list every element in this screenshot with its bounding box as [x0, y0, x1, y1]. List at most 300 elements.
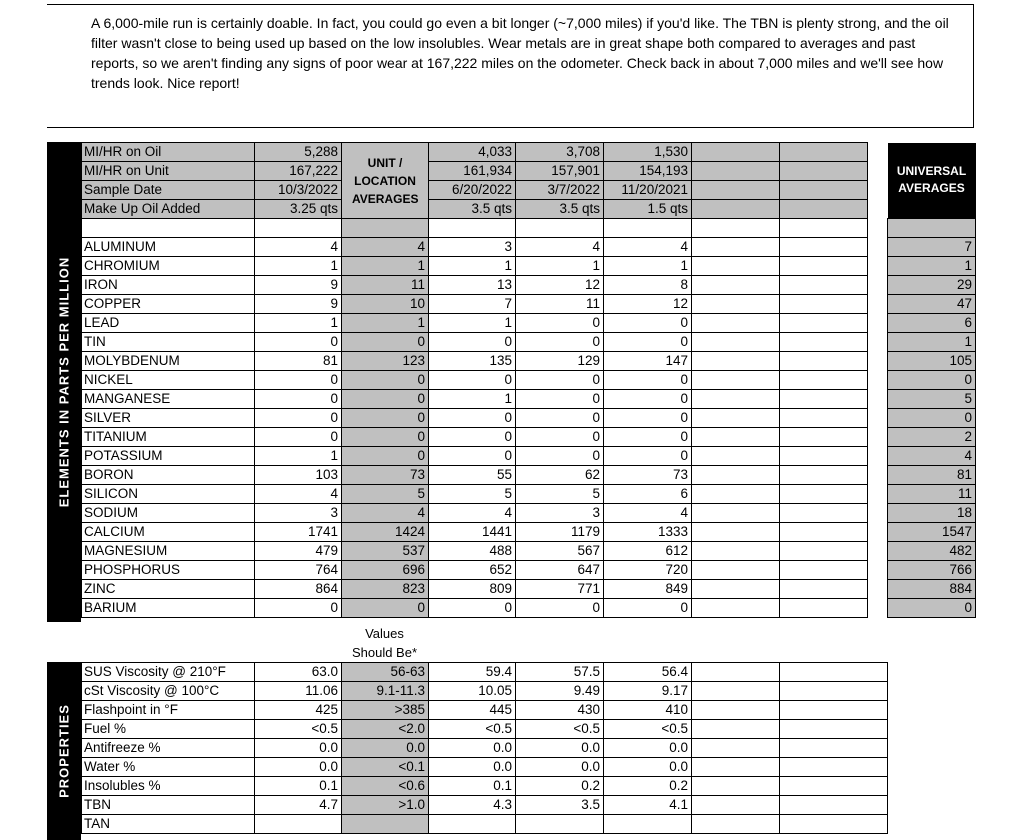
- element-history: [780, 276, 868, 295]
- element-current: 0: [255, 409, 342, 428]
- element-unit-average: 10: [342, 295, 429, 314]
- element-name: MAGNESIUM: [82, 542, 255, 561]
- element-universal-average: 1547: [888, 523, 976, 542]
- property-history: [692, 663, 780, 682]
- header-row: [82, 181, 976, 200]
- element-name: SILICON: [82, 485, 255, 504]
- element-universal-average: 482: [888, 542, 976, 561]
- header-history-value: [692, 200, 780, 219]
- element-unit-average: 0: [342, 447, 429, 466]
- element-name: PHOSPHORUS: [82, 561, 255, 580]
- element-history: 652: [429, 561, 516, 580]
- property-should-be: <0.1: [342, 758, 429, 777]
- element-history: 13: [429, 276, 516, 295]
- element-history: 809: [429, 580, 516, 599]
- element-history: [692, 599, 780, 618]
- element-history: [692, 352, 780, 371]
- element-universal-average: 105: [888, 352, 976, 371]
- property-row: [82, 720, 888, 739]
- element-universal-average: 81: [888, 466, 976, 485]
- element-history: [692, 257, 780, 276]
- property-history: [692, 739, 780, 758]
- header-history-value: [780, 181, 868, 200]
- element-row: [82, 352, 976, 371]
- element-row: [82, 314, 976, 333]
- element-unit-average: 537: [342, 542, 429, 561]
- property-history: 430: [516, 701, 604, 720]
- element-unit-average: 1424: [342, 523, 429, 542]
- element-row: [82, 295, 976, 314]
- element-history: 1441: [429, 523, 516, 542]
- element-universal-average: 0: [888, 371, 976, 390]
- header-history-value: [692, 181, 780, 200]
- universal-averages-label: UNIVERSAL AVERAGES: [896, 164, 967, 196]
- element-history: 0: [604, 371, 692, 390]
- property-history: [780, 720, 888, 739]
- element-history: 0: [429, 371, 516, 390]
- element-history: 0: [516, 428, 604, 447]
- element-current: 103: [255, 466, 342, 485]
- header-current-value: 10/3/2022: [255, 181, 342, 200]
- element-unit-average: 4: [342, 504, 429, 523]
- element-history: [780, 409, 868, 428]
- element-history: 0: [516, 314, 604, 333]
- property-history: 0.0: [516, 739, 604, 758]
- property-history: 4.3: [429, 796, 516, 815]
- element-history: [692, 580, 780, 599]
- header-history-value: 1.5 qts: [604, 200, 692, 219]
- property-should-be: 9.1-11.3: [342, 682, 429, 701]
- header-current-value: 5,288: [255, 143, 342, 162]
- property-current: <0.5: [255, 720, 342, 739]
- element-history: [780, 257, 868, 276]
- element-history: [780, 523, 868, 542]
- element-history: 0: [604, 599, 692, 618]
- property-current: 0.1: [255, 777, 342, 796]
- header-history-value: 3.5 qts: [516, 200, 604, 219]
- element-row: [82, 333, 976, 352]
- element-history: 11: [516, 295, 604, 314]
- property-should-be: >385: [342, 701, 429, 720]
- property-history: [780, 796, 888, 815]
- header-history-value: 154,193: [604, 162, 692, 181]
- element-row: [82, 523, 976, 542]
- element-history: 8: [604, 276, 692, 295]
- property-history: 0.0: [516, 758, 604, 777]
- property-name: TBN: [82, 796, 255, 815]
- property-history: [780, 682, 888, 701]
- header-history-value: 157,901: [516, 162, 604, 181]
- element-name: MANGANESE: [82, 390, 255, 409]
- element-history: [692, 561, 780, 580]
- element-history: 1: [429, 314, 516, 333]
- header-history-value: 4,033: [429, 143, 516, 162]
- property-history: [692, 777, 780, 796]
- property-history: 0.0: [429, 739, 516, 758]
- element-row: [82, 561, 976, 580]
- element-name: CHROMIUM: [82, 257, 255, 276]
- property-history: <0.5: [429, 720, 516, 739]
- element-current: 3: [255, 504, 342, 523]
- property-history: 410: [604, 701, 692, 720]
- element-history: [692, 485, 780, 504]
- property-history: 56.4: [604, 663, 692, 682]
- element-row: [82, 257, 976, 276]
- element-history: 6: [604, 485, 692, 504]
- element-row: [82, 580, 976, 599]
- property-current: 11.06: [255, 682, 342, 701]
- element-current: 864: [255, 580, 342, 599]
- element-history: 0: [516, 390, 604, 409]
- element-name: SILVER: [82, 409, 255, 428]
- property-name: Fuel %: [82, 720, 255, 739]
- element-history: 73: [604, 466, 692, 485]
- element-universal-average: 766: [888, 561, 976, 580]
- element-universal-average: 1: [888, 333, 976, 352]
- property-history: [780, 758, 888, 777]
- element-row: [82, 466, 976, 485]
- header-history-value: 3.5 qts: [429, 200, 516, 219]
- element-history: [780, 504, 868, 523]
- element-history: [692, 447, 780, 466]
- property-history: [692, 758, 780, 777]
- element-history: 612: [604, 542, 692, 561]
- element-history: [780, 561, 868, 580]
- element-row: [82, 504, 976, 523]
- property-name: cSt Viscosity @ 100°C: [82, 682, 255, 701]
- property-should-be: <0.6: [342, 777, 429, 796]
- property-history: 0.1: [429, 777, 516, 796]
- element-history: 0: [516, 409, 604, 428]
- should-be-label: Values Should Be*: [351, 626, 418, 660]
- element-history: [692, 428, 780, 447]
- element-history: 0: [516, 447, 604, 466]
- element-history: [780, 390, 868, 409]
- header-history-value: [780, 200, 868, 219]
- property-history: [516, 815, 604, 834]
- element-history: 0: [429, 409, 516, 428]
- element-history: 3: [516, 504, 604, 523]
- property-history: [780, 815, 888, 834]
- element-current: 9: [255, 276, 342, 295]
- element-history: 4: [604, 504, 692, 523]
- element-name: CALCIUM: [82, 523, 255, 542]
- element-history: 1: [516, 257, 604, 276]
- property-should-be: <2.0: [342, 720, 429, 739]
- element-row: [82, 428, 976, 447]
- element-history: 147: [604, 352, 692, 371]
- property-row: [82, 758, 888, 777]
- element-unit-average: 73: [342, 466, 429, 485]
- property-history: 0.0: [604, 758, 692, 777]
- element-current: 0: [255, 333, 342, 352]
- property-current: 425: [255, 701, 342, 720]
- property-history: 59.4: [429, 663, 516, 682]
- element-name: LEAD: [82, 314, 255, 333]
- property-name: Water %: [82, 758, 255, 777]
- element-history: 0: [516, 371, 604, 390]
- element-history: [692, 371, 780, 390]
- element-history: 12: [604, 295, 692, 314]
- element-unit-average: 696: [342, 561, 429, 580]
- element-name: BORON: [82, 466, 255, 485]
- property-row: [82, 663, 888, 682]
- header-history-value: [780, 162, 868, 181]
- element-unit-average: 11: [342, 276, 429, 295]
- property-name: Insolubles %: [82, 777, 255, 796]
- element-unit-average: 0: [342, 428, 429, 447]
- elements-sidebar: [47, 142, 81, 622]
- element-history: [692, 409, 780, 428]
- properties-table: [81, 662, 888, 834]
- element-row: [82, 542, 976, 561]
- element-universal-average: 11: [888, 485, 976, 504]
- element-history: 0: [429, 447, 516, 466]
- comments-text: A 6,000-mile run is certainly doable. In fact, you could go even a bit longer (~7,000 miles) if you'd like. The TBN is plenty strong, and the oil filter wasn't close to being used up based on the low insolubles. Wear metals are in great shape both compared to averages and past reports, so we aren't finding any signs of poor wear at 167,222 miles on the odometer. Check back in about 7,000 miles and we'll see how trends look. Nice report!: [91, 15, 949, 91]
- element-name: COPPER: [82, 295, 255, 314]
- element-history: 1: [429, 257, 516, 276]
- header-label: Sample Date: [82, 181, 255, 200]
- element-history: [780, 428, 868, 447]
- property-history: [692, 682, 780, 701]
- element-name: SODIUM: [82, 504, 255, 523]
- properties-label: PROPERTIES: [56, 704, 72, 798]
- property-history: [692, 701, 780, 720]
- element-name: BARIUM: [82, 599, 255, 618]
- property-history: 0.0: [604, 739, 692, 758]
- element-history: 129: [516, 352, 604, 371]
- element-unit-average: 0: [342, 409, 429, 428]
- element-universal-average: 7: [888, 238, 976, 257]
- property-history: [692, 815, 780, 834]
- element-current: 9: [255, 295, 342, 314]
- element-unit-average: 0: [342, 333, 429, 352]
- property-name: SUS Viscosity @ 210°F: [82, 663, 255, 682]
- property-history: 4.1: [604, 796, 692, 815]
- element-universal-average: 0: [888, 599, 976, 618]
- property-history: [692, 720, 780, 739]
- property-current: 0.0: [255, 758, 342, 777]
- property-history: [429, 815, 516, 834]
- property-history: 10.05: [429, 682, 516, 701]
- element-history: 135: [429, 352, 516, 371]
- element-history: 1: [604, 257, 692, 276]
- property-history: 3.5: [516, 796, 604, 815]
- header-history-value: 161,934: [429, 162, 516, 181]
- element-universal-average: 2: [888, 428, 976, 447]
- element-universal-average: 1: [888, 257, 976, 276]
- property-history: 57.5: [516, 663, 604, 682]
- element-history: 0: [604, 390, 692, 409]
- element-history: [780, 371, 868, 390]
- element-current: 4: [255, 485, 342, 504]
- element-name: MOLYBDENUM: [82, 352, 255, 371]
- header-label: Make Up Oil Added: [82, 200, 255, 219]
- element-history: 0: [604, 428, 692, 447]
- element-unit-average: 123: [342, 352, 429, 371]
- element-universal-average: 4: [888, 447, 976, 466]
- element-history: 4: [516, 238, 604, 257]
- header-current-value: 167,222: [255, 162, 342, 181]
- element-history: [692, 314, 780, 333]
- element-history: [692, 333, 780, 352]
- property-history: 9.49: [516, 682, 604, 701]
- property-history: 445: [429, 701, 516, 720]
- element-current: 1741: [255, 523, 342, 542]
- element-history: [780, 466, 868, 485]
- property-should-be: 56-63: [342, 663, 429, 682]
- property-row: [82, 777, 888, 796]
- element-history: 12: [516, 276, 604, 295]
- element-history: 55: [429, 466, 516, 485]
- element-history: [780, 580, 868, 599]
- comments-box: [47, 4, 974, 128]
- property-name: TAN: [82, 815, 255, 834]
- element-history: 647: [516, 561, 604, 580]
- element-unit-average: 0: [342, 371, 429, 390]
- element-unit-average: 4: [342, 238, 429, 257]
- property-current: 4.7: [255, 796, 342, 815]
- header-history-value: [692, 143, 780, 162]
- element-history: 0: [604, 333, 692, 352]
- property-should-be: 0.0: [342, 739, 429, 758]
- element-unit-average: 0: [342, 599, 429, 618]
- header-history-value: 1,530: [604, 143, 692, 162]
- element-name: TIN: [82, 333, 255, 352]
- element-history: [692, 523, 780, 542]
- element-row: [82, 390, 976, 409]
- elements-table: [81, 237, 976, 618]
- header-history-value: 3,708: [516, 143, 604, 162]
- element-history: 5: [516, 485, 604, 504]
- elements-label: ELEMENTS IN PARTS PER MILLION: [56, 256, 72, 508]
- element-history: 567: [516, 542, 604, 561]
- property-current: 63.0: [255, 663, 342, 682]
- element-history: 62: [516, 466, 604, 485]
- element-current: 479: [255, 542, 342, 561]
- element-unit-average: 823: [342, 580, 429, 599]
- element-universal-average: 47: [888, 295, 976, 314]
- property-name: Antifreeze %: [82, 739, 255, 758]
- element-current: 1: [255, 314, 342, 333]
- element-universal-average: 0: [888, 409, 976, 428]
- property-row: [82, 701, 888, 720]
- element-current: 0: [255, 371, 342, 390]
- element-history: [692, 276, 780, 295]
- element-history: 3: [429, 238, 516, 257]
- property-name: Flashpoint in °F: [82, 701, 255, 720]
- unit-location-averages-label: UNIT / LOCATION AVERAGES: [352, 155, 419, 206]
- element-row: [82, 485, 976, 504]
- element-row: [82, 371, 976, 390]
- element-row: [82, 599, 976, 618]
- header-history-value: 3/7/2022: [516, 181, 604, 200]
- element-history: 720: [604, 561, 692, 580]
- element-history: 0: [429, 333, 516, 352]
- element-history: [692, 542, 780, 561]
- element-universal-average: 18: [888, 504, 976, 523]
- element-current: 1: [255, 447, 342, 466]
- element-name: ZINC: [82, 580, 255, 599]
- element-history: [780, 447, 868, 466]
- element-universal-average: 6: [888, 314, 976, 333]
- property-row: [82, 796, 888, 815]
- header-history-value: 6/20/2022: [429, 181, 516, 200]
- element-current: 0: [255, 428, 342, 447]
- element-current: 764: [255, 561, 342, 580]
- element-name: POTASSIUM: [82, 447, 255, 466]
- property-history: [780, 701, 888, 720]
- element-name: NICKEL: [82, 371, 255, 390]
- element-history: [692, 504, 780, 523]
- element-row: [82, 447, 976, 466]
- property-history: [604, 815, 692, 834]
- element-history: 1179: [516, 523, 604, 542]
- element-row: [82, 276, 976, 295]
- element-history: [780, 238, 868, 257]
- header-label: MI/HR on Unit: [82, 162, 255, 181]
- property-should-be: >1.0: [342, 796, 429, 815]
- element-name: IRON: [82, 276, 255, 295]
- element-history: [692, 238, 780, 257]
- header-row: [82, 200, 976, 219]
- element-history: 4: [429, 504, 516, 523]
- element-universal-average: 29: [888, 276, 976, 295]
- element-unit-average: 5: [342, 485, 429, 504]
- element-history: [780, 333, 868, 352]
- header-current-value: 3.25 qts: [255, 200, 342, 219]
- header-history-value: [780, 143, 868, 162]
- element-history: 0: [516, 599, 604, 618]
- element-history: 4: [604, 238, 692, 257]
- element-row: [82, 409, 976, 428]
- universal-averages-header: [888, 143, 976, 219]
- property-history: 0.2: [604, 777, 692, 796]
- element-history: 849: [604, 580, 692, 599]
- element-history: [780, 295, 868, 314]
- properties-sidebar: [47, 662, 81, 840]
- property-row: [82, 815, 888, 834]
- property-history: 0.0: [429, 758, 516, 777]
- header-row: [82, 162, 976, 181]
- element-history: 7: [429, 295, 516, 314]
- property-history: [780, 739, 888, 758]
- property-history: 0.2: [516, 777, 604, 796]
- element-history: [780, 542, 868, 561]
- header-history-value: 11/20/2021: [604, 181, 692, 200]
- header-history-value: [692, 162, 780, 181]
- element-history: 0: [516, 333, 604, 352]
- element-unit-average: 0: [342, 390, 429, 409]
- element-name: TITANIUM: [82, 428, 255, 447]
- element-current: 0: [255, 390, 342, 409]
- property-should-be: [342, 815, 429, 834]
- element-history: 1333: [604, 523, 692, 542]
- element-history: 0: [429, 599, 516, 618]
- element-history: 0: [604, 314, 692, 333]
- element-history: 771: [516, 580, 604, 599]
- element-unit-average: 1: [342, 257, 429, 276]
- element-history: [692, 295, 780, 314]
- property-history: 9.17: [604, 682, 692, 701]
- element-history: [692, 466, 780, 485]
- element-history: [780, 352, 868, 371]
- property-history: [692, 796, 780, 815]
- property-history: <0.5: [516, 720, 604, 739]
- element-universal-average: 884: [888, 580, 976, 599]
- property-current: 0.0: [255, 739, 342, 758]
- element-unit-average: 1: [342, 314, 429, 333]
